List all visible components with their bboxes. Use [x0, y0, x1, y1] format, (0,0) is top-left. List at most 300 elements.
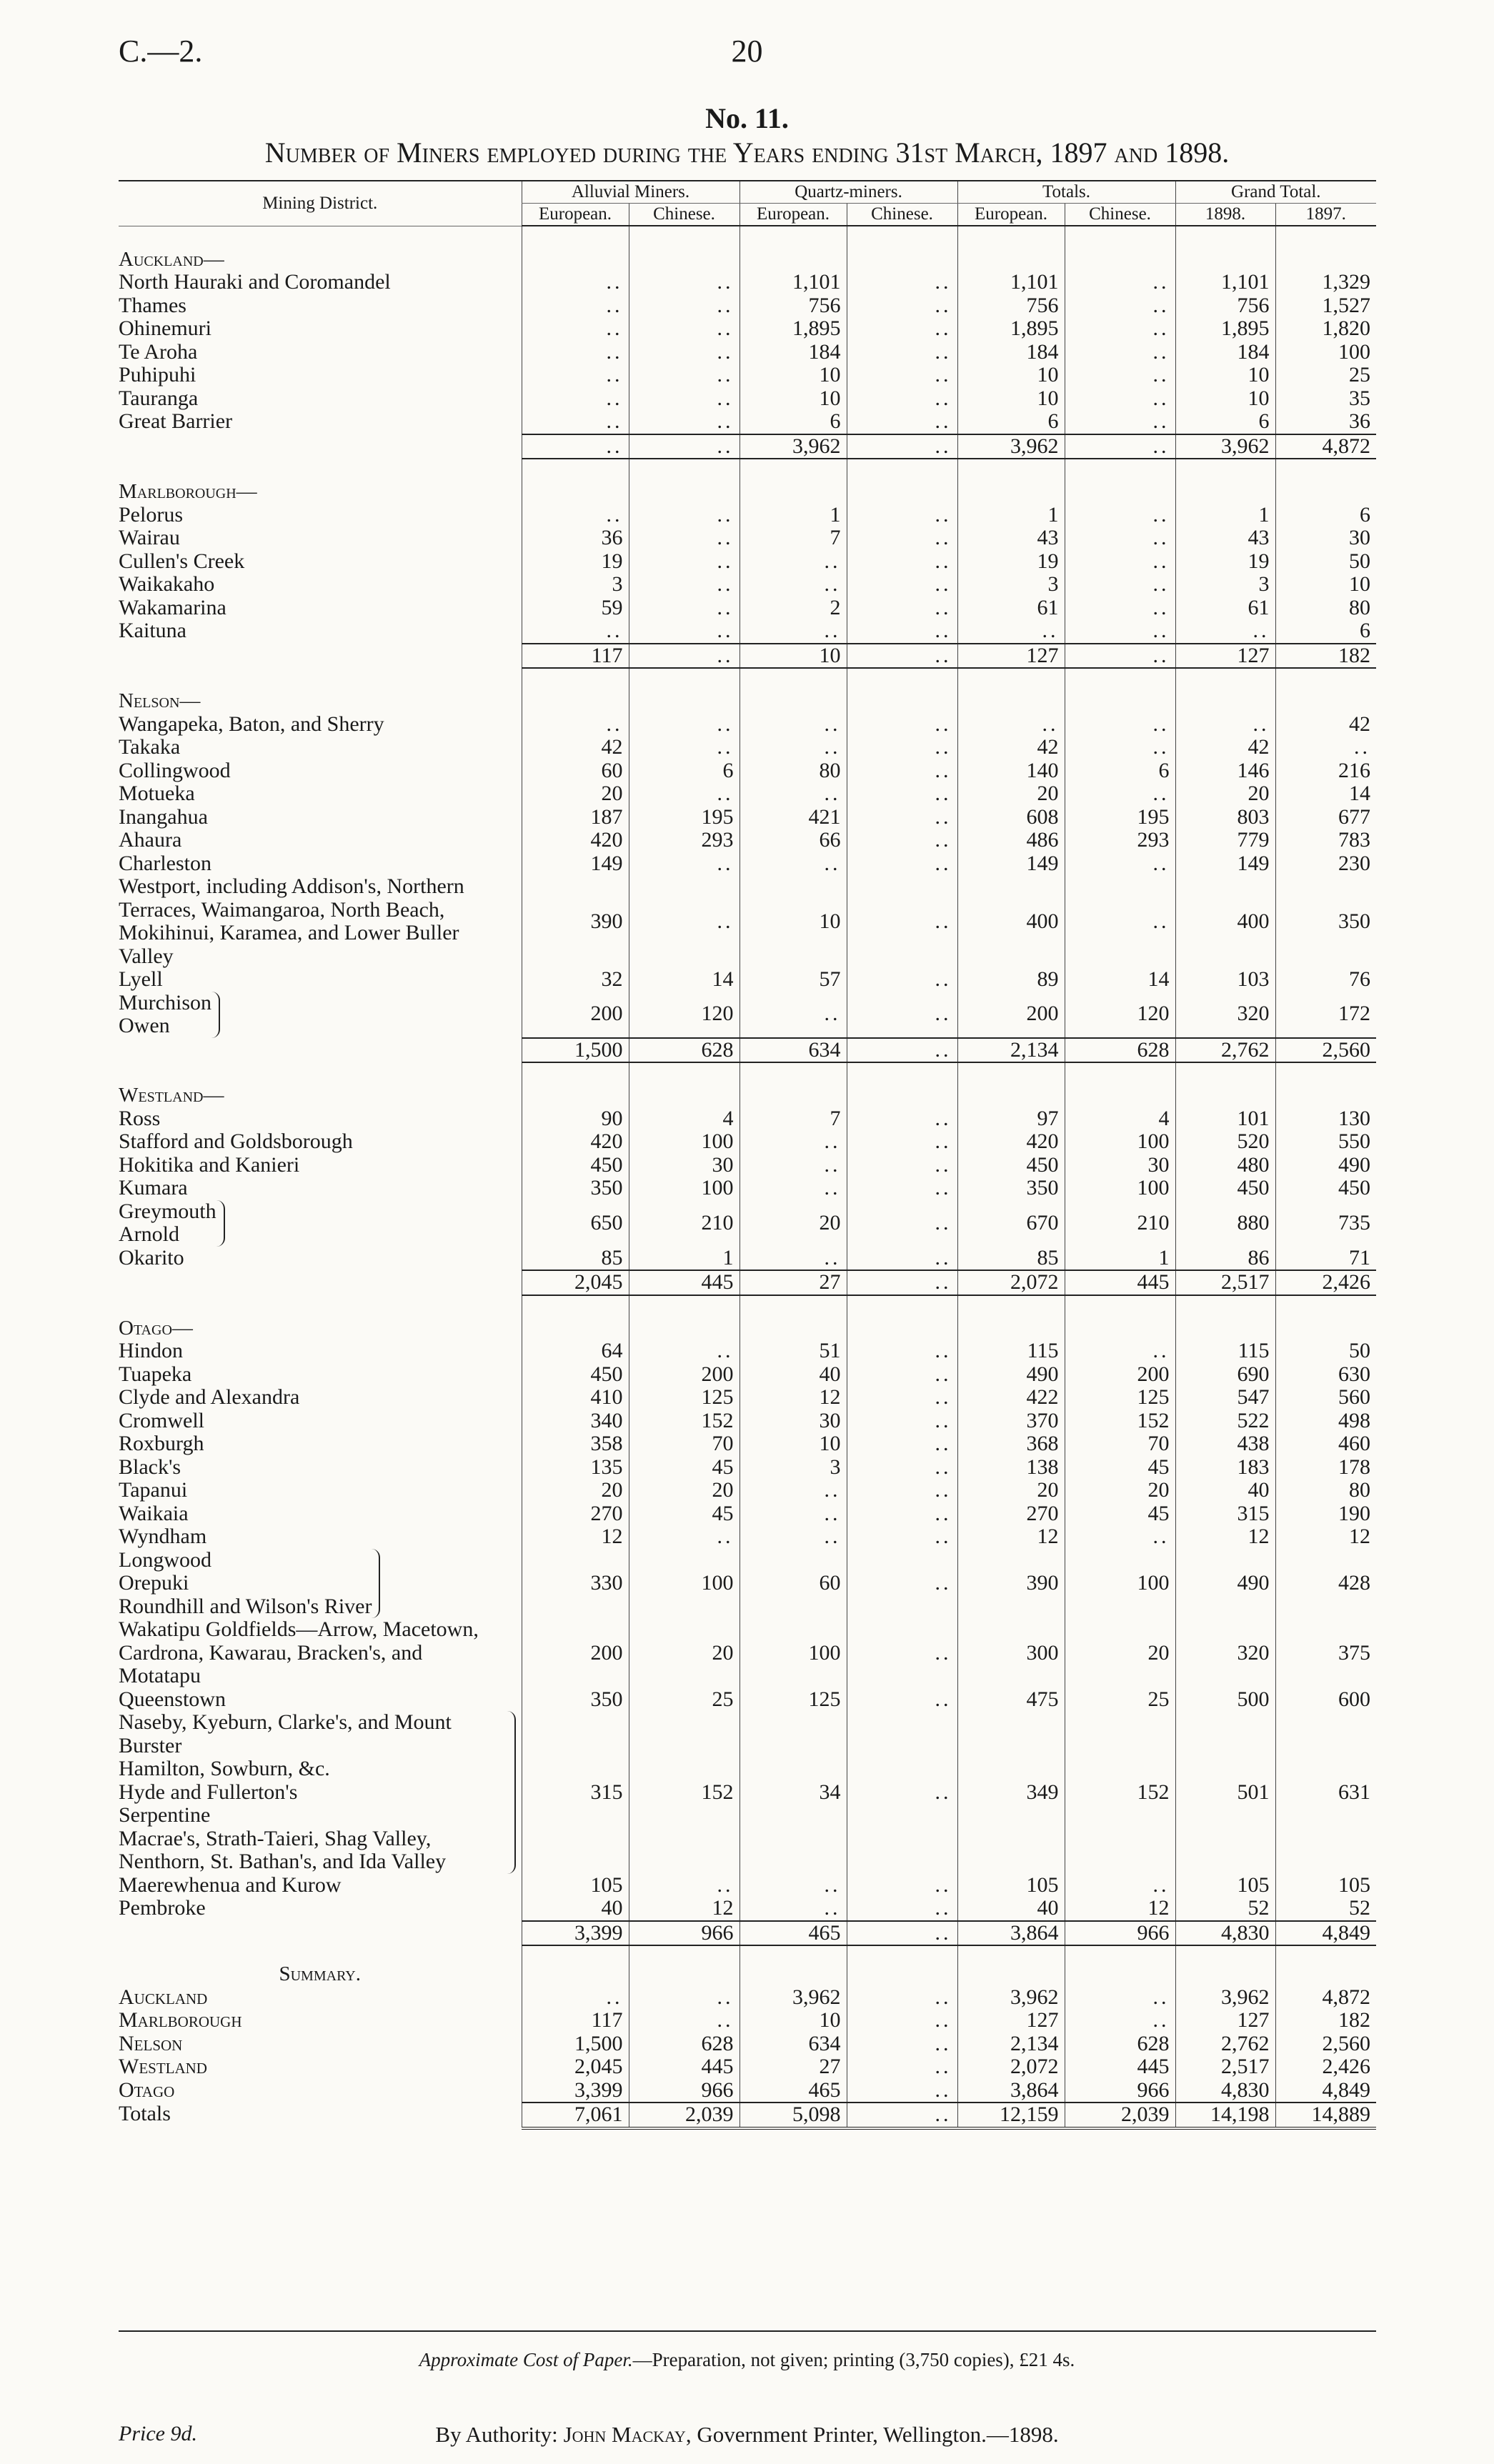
value-cell: 36: [1275, 410, 1376, 434]
value-cell: 330: [522, 1549, 629, 1619]
value-cell: ..: [847, 550, 957, 574]
value-cell: ..: [739, 736, 847, 759]
value-cell: 10: [739, 875, 847, 968]
locality-name: Roundhill and Wilson's River: [119, 1594, 372, 1618]
locality-name: Kaituna: [119, 619, 186, 642]
blank-cell: [522, 226, 629, 271]
value-cell: 20: [957, 782, 1065, 806]
value-cell: 501: [1175, 1711, 1275, 1874]
totals-label: Totals: [119, 2103, 171, 2125]
value-cell: 6: [629, 759, 739, 783]
value-cell: ..: [629, 875, 739, 968]
blank-cell: [522, 1062, 629, 1107]
header-sub-3: Chinese.: [847, 204, 957, 226]
value-cell: 216: [1275, 759, 1376, 783]
table-row: [119, 736, 1376, 759]
locality-group: [119, 1874, 522, 1897]
summary-row: [119, 2032, 1376, 2056]
value-cell: 14: [1065, 968, 1175, 992]
value-cell: 10: [1175, 387, 1275, 411]
value-cell: 2,072: [957, 1270, 1065, 1295]
locality-name: Orepuki: [119, 1571, 189, 1595]
value-cell: ..: [629, 1340, 739, 1363]
value-cell: ..: [1065, 434, 1175, 459]
value-cell: 19: [957, 550, 1065, 574]
value-cell: 19: [522, 550, 629, 574]
value-cell: ..: [1065, 1874, 1175, 1897]
blank-cell: [739, 1295, 847, 1340]
blank-cell: [629, 1295, 739, 1340]
value-cell: 120: [629, 992, 739, 1038]
value-cell: 42: [1275, 713, 1376, 737]
value-cell: 445: [629, 2055, 739, 2079]
value-cell: 200: [957, 992, 1065, 1038]
value-cell: ..: [847, 992, 957, 1038]
value-cell: 1,820: [1275, 317, 1376, 341]
value-cell: ..: [739, 1479, 847, 1502]
value-cell: 80: [739, 759, 847, 783]
header-alluvial: Alluvial Miners.: [522, 181, 739, 204]
value-cell: 127: [1175, 2009, 1275, 2032]
value-cell: 350: [522, 1688, 629, 1712]
value-cell: 89: [957, 968, 1065, 992]
value-cell: 350: [522, 1177, 629, 1200]
value-cell: ..: [522, 341, 629, 364]
value-cell: 34: [739, 1711, 847, 1874]
value-cell: 105: [1175, 1874, 1275, 1897]
value-cell: ..: [1065, 1340, 1175, 1363]
table-row: [119, 573, 1376, 597]
value-cell: 1,329: [1275, 271, 1376, 294]
value-cell: 2,517: [1175, 2055, 1275, 2079]
value-cell: ..: [847, 387, 957, 411]
value-cell: 10: [957, 387, 1065, 411]
table-row: [119, 294, 1376, 318]
value-cell: ..: [1175, 619, 1275, 644]
locality-name: Takaka: [119, 736, 181, 759]
value-cell: ..: [847, 782, 957, 806]
blank-cell: [957, 1945, 1065, 1986]
value-cell: 1: [1175, 504, 1275, 527]
table-row: [119, 713, 1376, 737]
value-cell: 86: [1175, 1247, 1275, 1271]
table-row: [119, 619, 1376, 644]
locality-group: [119, 1711, 522, 1874]
value-cell: ..: [629, 644, 739, 669]
blank-cell: [957, 668, 1065, 713]
district-total-row: [119, 1038, 1376, 1063]
miners-table: [119, 181, 1376, 2130]
group-names: [119, 1874, 516, 1897]
locality-name: Collingwood: [119, 759, 231, 782]
table-row: [119, 410, 1376, 434]
value-cell: 6: [957, 410, 1065, 434]
value-cell: 71: [1275, 1247, 1376, 1271]
value-cell: 3: [1175, 573, 1275, 597]
value-cell: 690: [1175, 1363, 1275, 1387]
district-name: Nelson—: [119, 689, 201, 712]
value-cell: ..: [957, 619, 1065, 644]
value-cell: 6: [1275, 504, 1376, 527]
value-cell: 27: [739, 1270, 847, 1295]
value-cell: 4,849: [1275, 2079, 1376, 2103]
value-cell: 486: [957, 829, 1065, 852]
value-cell: 70: [629, 1432, 739, 1456]
bottom-rule: [119, 2330, 1376, 2332]
value-cell: 230: [1275, 852, 1376, 876]
value-cell: 30: [1065, 1154, 1175, 1177]
value-cell: 3: [739, 1456, 847, 1480]
blank-cell: [1275, 226, 1376, 271]
value-cell: 2,560: [1275, 2032, 1376, 2056]
value-cell: ..: [847, 1038, 957, 1063]
value-cell: 40: [1175, 1479, 1275, 1502]
value-cell: ..: [629, 1525, 739, 1549]
value-cell: 966: [1065, 2079, 1175, 2103]
value-cell: 100: [1065, 1177, 1175, 1200]
value-cell: 27: [739, 2055, 847, 2079]
value-cell: 490: [1175, 1549, 1275, 1619]
value-cell: 1,101: [957, 271, 1065, 294]
summary-district-name: Auckland: [119, 1985, 208, 2009]
district-name: Marlborough—: [119, 480, 257, 503]
value-cell: ..: [739, 992, 847, 1038]
value-cell: ..: [629, 2009, 739, 2032]
value-cell: 2,560: [1275, 1038, 1376, 1063]
blank-cell: [739, 668, 847, 713]
value-cell: ..: [629, 1874, 739, 1897]
value-cell: ..: [847, 1711, 957, 1874]
table-row: [119, 1502, 1376, 1526]
value-cell: ..: [847, 1986, 957, 2010]
table-title: Number of Miners employed during the Years ending 31st March, 1897 and 1898.: [264, 136, 1230, 169]
blank-cell: [1175, 668, 1275, 713]
value-cell: ..: [1065, 782, 1175, 806]
locality-group: [119, 1549, 522, 1619]
locality-name: Pelorus: [119, 503, 183, 527]
value-cell: 4,872: [1275, 1986, 1376, 2010]
district-header-row: [119, 459, 1376, 504]
value-cell: ..: [739, 1154, 847, 1177]
value-cell: 172: [1275, 992, 1376, 1038]
value-cell: 190: [1275, 1502, 1376, 1526]
value-cell: 12: [957, 1525, 1065, 1549]
value-cell: 450: [522, 1363, 629, 1387]
value-cell: ..: [957, 713, 1065, 737]
value-cell: ..: [847, 852, 957, 876]
district-name: Auckland—: [119, 247, 224, 271]
group-brace: [119, 992, 220, 1038]
blank-cell: [847, 459, 957, 504]
value-cell: ..: [1175, 713, 1275, 737]
locality-name: Ahaura: [119, 829, 182, 852]
value-cell: 2,045: [522, 1270, 629, 1295]
value-cell: ..: [847, 1386, 957, 1410]
value-cell: ..: [847, 527, 957, 550]
locality-name: Clyde and Alexandra: [119, 1386, 300, 1409]
value-cell: 420: [522, 829, 629, 852]
value-cell: 1,895: [739, 317, 847, 341]
value-cell: 200: [629, 1363, 739, 1387]
value-cell: 880: [1175, 1200, 1275, 1247]
value-cell: 608: [957, 806, 1065, 829]
value-cell: 3,962: [739, 1986, 847, 2010]
value-cell: ..: [847, 1921, 957, 1946]
blank-cell: [629, 668, 739, 713]
value-cell: 7,061: [522, 2103, 629, 2128]
value-cell: ..: [847, 341, 957, 364]
blank-cell: [1175, 1295, 1275, 1340]
value-cell: 12: [522, 1525, 629, 1549]
district-name: Westland—: [119, 1084, 224, 1107]
value-cell: 450: [522, 1154, 629, 1177]
value-cell: ..: [522, 410, 629, 434]
value-cell: 105: [957, 1874, 1065, 1897]
value-cell: 184: [739, 341, 847, 364]
value-cell: ..: [847, 1688, 957, 1712]
summary-row: [119, 2079, 1376, 2103]
value-cell: ..: [739, 852, 847, 876]
value-cell: 480: [1175, 1154, 1275, 1177]
value-cell: 3,864: [957, 2079, 1065, 2103]
value-cell: ..: [739, 1502, 847, 1526]
value-cell: 10: [1275, 573, 1376, 597]
value-cell: 1,527: [1275, 294, 1376, 318]
value-cell: 735: [1275, 1200, 1376, 1247]
value-cell: 410: [522, 1386, 629, 1410]
blank-cell: [1275, 459, 1376, 504]
value-cell: 340: [522, 1410, 629, 1433]
value-cell: ..: [847, 1107, 957, 1131]
value-cell: 12: [1275, 1525, 1376, 1549]
value-cell: 634: [739, 2032, 847, 2056]
value-cell: 460: [1275, 1432, 1376, 1456]
value-cell: 1,500: [522, 1038, 629, 1063]
value-cell: 10: [739, 1432, 847, 1456]
table-row-group: [119, 992, 1376, 1038]
locality-name: Tapanui: [119, 1479, 188, 1502]
value-cell: ..: [847, 1456, 957, 1480]
value-cell: ..: [847, 364, 957, 387]
value-cell: 779: [1175, 829, 1275, 852]
value-cell: ..: [1065, 317, 1175, 341]
value-cell: 628: [629, 1038, 739, 1063]
table-row: [119, 1525, 1376, 1549]
value-cell: 2,134: [957, 1038, 1065, 1063]
blank-cell: [629, 1062, 739, 1107]
value-cell: 634: [739, 1038, 847, 1063]
blank-cell: [957, 226, 1065, 271]
value-cell: 270: [522, 1502, 629, 1526]
value-cell: ..: [629, 713, 739, 737]
value-cell: ..: [629, 597, 739, 620]
value-cell: 450: [1275, 1177, 1376, 1200]
value-cell: ..: [1065, 504, 1175, 527]
table-row: [119, 1432, 1376, 1456]
value-cell: ..: [522, 364, 629, 387]
summary-header-row: [119, 1945, 1376, 1986]
value-cell: 60: [522, 759, 629, 783]
value-cell: 783: [1275, 829, 1376, 852]
table-row: [119, 759, 1376, 783]
value-cell: 5,098: [739, 2103, 847, 2128]
value-cell: 80: [1275, 1479, 1376, 1502]
blank-cell: [847, 1062, 957, 1107]
value-cell: 628: [1065, 1038, 1175, 1063]
locality-group: [119, 1618, 522, 1688]
blank-cell: [522, 1945, 629, 1986]
locality-group: [119, 1897, 522, 1921]
value-cell: 115: [957, 1340, 1065, 1363]
summary-row: [119, 2055, 1376, 2079]
value-cell: ..: [847, 1549, 957, 1619]
value-cell: 178: [1275, 1456, 1376, 1480]
value-cell: 445: [629, 1270, 739, 1295]
value-cell: 187: [522, 806, 629, 829]
value-cell: 32: [522, 968, 629, 992]
value-cell: 300: [957, 1618, 1065, 1688]
value-cell: 445: [1065, 2055, 1175, 2079]
value-cell: 12: [1175, 1525, 1275, 1549]
value-cell: 85: [522, 1247, 629, 1271]
table-row: [119, 550, 1376, 574]
value-cell: ..: [1065, 713, 1175, 737]
value-cell: 12,159: [957, 2103, 1065, 2128]
locality-name: Wakamarina: [119, 596, 226, 619]
value-cell: ..: [1065, 619, 1175, 644]
locality-group: [119, 1200, 522, 1247]
blank-cell: [739, 1062, 847, 1107]
value-cell: ..: [847, 597, 957, 620]
value-cell: 350: [957, 1177, 1065, 1200]
value-cell: 450: [957, 1154, 1065, 1177]
summary-row: [119, 1986, 1376, 2010]
blank-cell: [847, 668, 957, 713]
blank-cell: [1065, 226, 1175, 271]
header-sub-6: 1898.: [1175, 204, 1275, 226]
value-cell: 390: [957, 1549, 1065, 1619]
value-cell: ..: [522, 387, 629, 411]
value-cell: 370: [957, 1410, 1065, 1433]
total-label-blank: [119, 1038, 522, 1063]
group-brace: [119, 1200, 225, 1247]
blank-cell: [1065, 459, 1175, 504]
value-cell: ..: [522, 434, 629, 459]
value-cell: 182: [1275, 2009, 1376, 2032]
value-cell: 2,762: [1175, 2032, 1275, 2056]
value-cell: 522: [1175, 1410, 1275, 1433]
table-row: [119, 1340, 1376, 1363]
blank-cell: [1175, 1062, 1275, 1107]
header-group-row: [119, 181, 1376, 204]
value-cell: 6: [739, 410, 847, 434]
value-cell: 358: [522, 1432, 629, 1456]
value-cell: 100: [629, 1177, 739, 1200]
value-cell: ..: [847, 2032, 957, 2056]
grand-total-row: [119, 2103, 1376, 2128]
value-cell: 117: [522, 644, 629, 669]
header-sub-2: European.: [739, 204, 847, 226]
value-cell: 550: [1275, 1130, 1376, 1154]
value-cell: ..: [629, 341, 739, 364]
locality-name: Roxburgh: [119, 1432, 204, 1455]
value-cell: ..: [847, 410, 957, 434]
blank-cell: [739, 226, 847, 271]
value-cell: 20: [1065, 1618, 1175, 1688]
district-total-row: [119, 434, 1376, 459]
value-cell: 195: [629, 806, 739, 829]
value-cell: ..: [847, 1618, 957, 1688]
value-cell: ..: [847, 1525, 957, 1549]
blank-cell: [1275, 1295, 1376, 1340]
value-cell: 125: [629, 1386, 739, 1410]
value-cell: ..: [847, 1874, 957, 1897]
value-cell: ..: [847, 829, 957, 852]
value-cell: 97: [957, 1107, 1065, 1131]
value-cell: 315: [522, 1711, 629, 1874]
value-cell: 4: [629, 1107, 739, 1131]
table-row: [119, 317, 1376, 341]
blank-cell: [1065, 1295, 1175, 1340]
value-cell: 210: [1065, 1200, 1175, 1247]
locality-name: Arnold: [119, 1222, 179, 1246]
locality-name: Hindon: [119, 1340, 183, 1362]
value-cell: 465: [739, 2079, 847, 2103]
value-cell: ..: [739, 782, 847, 806]
value-cell: 100: [629, 1130, 739, 1154]
blank-cell: [1275, 1945, 1376, 1986]
value-cell: 105: [1275, 1874, 1376, 1897]
blank-cell: [629, 226, 739, 271]
value-cell: 45: [1065, 1456, 1175, 1480]
locality-name: Ohinemuri: [119, 317, 211, 340]
table-row-group: [119, 875, 1376, 968]
value-cell: 421: [739, 806, 847, 829]
value-cell: 12: [739, 1386, 847, 1410]
value-cell: 61: [1175, 597, 1275, 620]
blank-cell: [1175, 1945, 1275, 1986]
value-cell: 100: [1275, 341, 1376, 364]
value-cell: ..: [629, 387, 739, 411]
value-cell: 10: [739, 387, 847, 411]
value-cell: 560: [1275, 1386, 1376, 1410]
group-brace: [119, 1549, 380, 1619]
value-cell: 19: [1175, 550, 1275, 574]
value-cell: 10: [739, 364, 847, 387]
value-cell: 45: [1065, 1502, 1175, 1526]
value-cell: 135: [522, 1456, 629, 1480]
table-row-group: [119, 1247, 1376, 1271]
header-sub-0: European.: [522, 204, 629, 226]
value-cell: ..: [629, 619, 739, 644]
blank-cell: [739, 459, 847, 504]
locality-name: Charleston: [119, 852, 211, 875]
table-row: [119, 341, 1376, 364]
blank-cell: [957, 1062, 1065, 1107]
value-cell: 40: [522, 1897, 629, 1921]
value-cell: ..: [847, 1479, 957, 1502]
blank-cell: [1065, 1062, 1175, 1107]
miners-table-wrap: [119, 181, 1376, 2130]
total-label-blank: [119, 644, 522, 669]
header-quartz: Quartz-miners.: [739, 181, 957, 204]
value-cell: 1,101: [1175, 271, 1275, 294]
header-totals: Totals.: [957, 181, 1175, 204]
value-cell: 57: [739, 968, 847, 992]
district-header-row: [119, 226, 1376, 271]
locality-name: Black's: [119, 1455, 181, 1479]
value-cell: 127: [957, 2009, 1065, 2032]
